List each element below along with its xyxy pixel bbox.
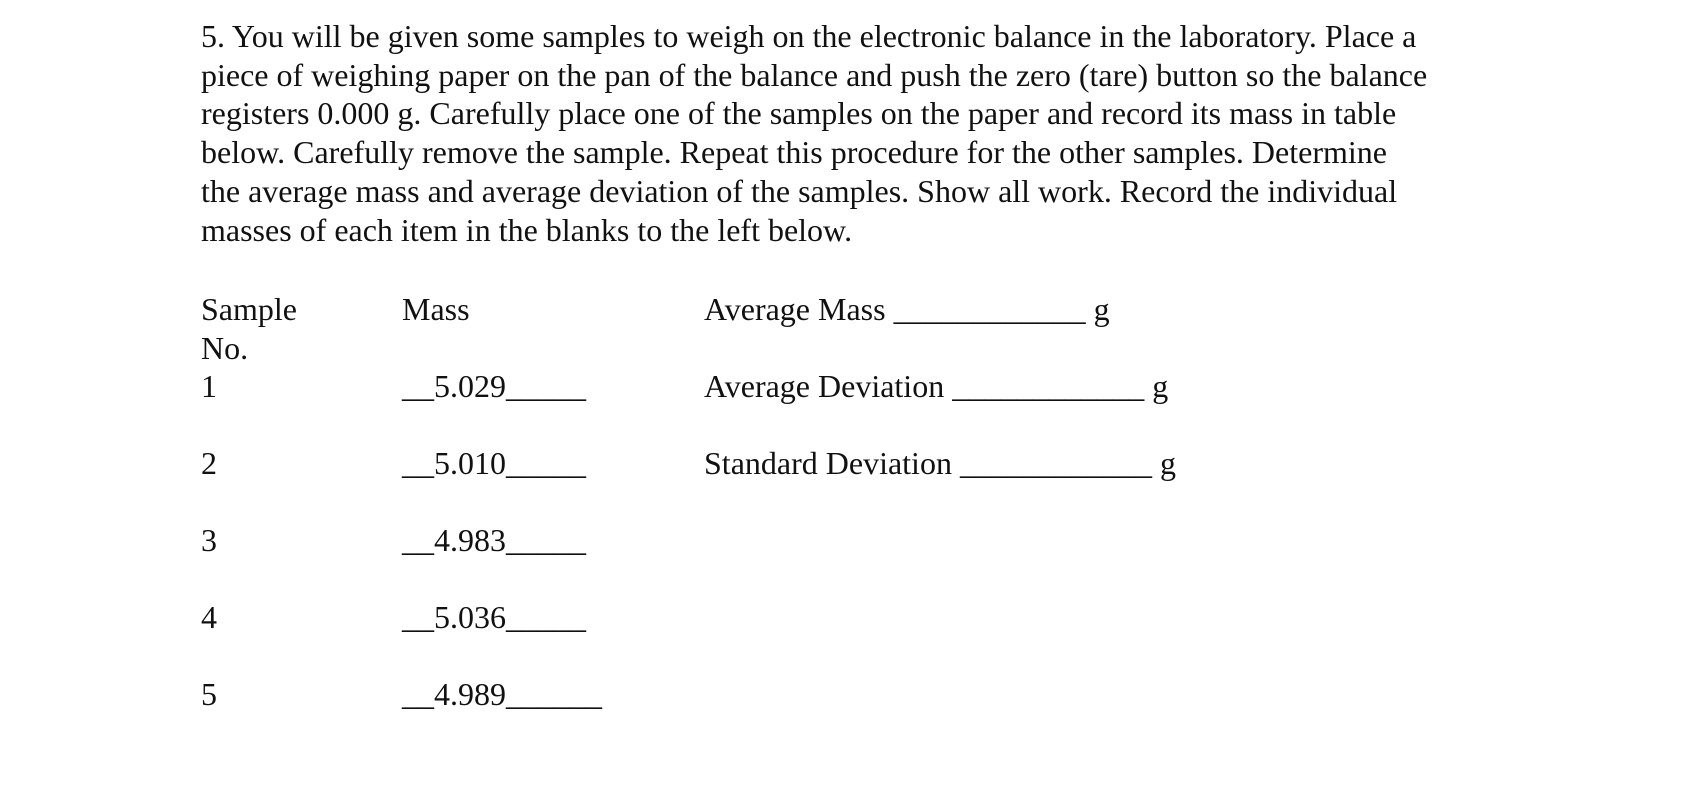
sample-header-line1: Sample bbox=[201, 291, 297, 327]
sample-header-line2: No. bbox=[201, 330, 249, 366]
average-deviation-blank: Average Deviation ____________ g bbox=[704, 368, 1169, 404]
sample-mass: __4.983_____ bbox=[402, 522, 586, 558]
question-line: piece of weighing paper on the pan of the balance and push the zero (tare) button so the balance bbox=[201, 56, 1428, 93]
standard-deviation-blank: Standard Deviation ____________ g bbox=[704, 445, 1176, 481]
sample-number: 4 bbox=[201, 599, 217, 635]
sample-mass: __5.029_____ bbox=[402, 368, 586, 404]
question-line: the average mass and average deviation of the samples. Show all work. Record the individual bbox=[201, 172, 1398, 209]
sample-number: 3 bbox=[201, 522, 217, 558]
sample-number: 2 bbox=[201, 445, 217, 481]
sample-number: 5 bbox=[201, 676, 217, 712]
average-mass-blank: Average Mass ____________ g bbox=[704, 291, 1110, 327]
sample-mass: __5.036_____ bbox=[402, 599, 586, 635]
question-line: 5. You will be given some samples to weigh on the electronic balance in the laboratory. Place a bbox=[201, 18, 1417, 54]
sample-mass: __4.989______ bbox=[402, 676, 602, 712]
sample-mass: __5.010_____ bbox=[402, 445, 586, 481]
question-line: registers 0.000 g. Carefully place one of the samples on the paper and record its mass in table bbox=[201, 95, 1397, 132]
sample-number: 1 bbox=[201, 368, 217, 404]
mass-header: Mass bbox=[402, 291, 470, 327]
question-line: masses of each item in the blanks to the left below. bbox=[201, 211, 853, 248]
question-line: below. Carefully remove the sample. Repeat this procedure for the other samples. Determine bbox=[201, 134, 1387, 171]
question-paragraph bbox=[201, 17, 1521, 249]
